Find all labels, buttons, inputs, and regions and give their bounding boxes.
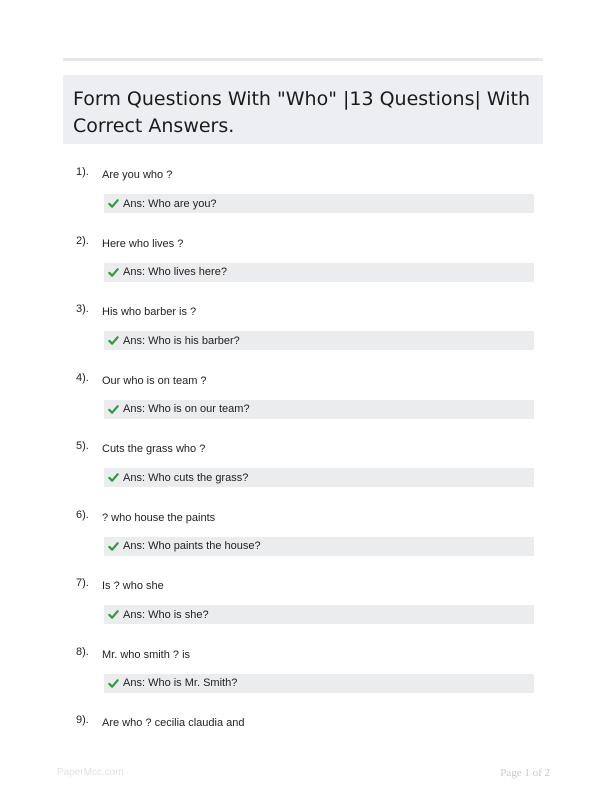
answer-box	[104, 537, 534, 556]
checkmark-icon	[108, 541, 119, 552]
answer-text: Ans: Who is she?	[123, 608, 209, 621]
question-number: 7).	[76, 577, 89, 589]
checkmark-icon	[108, 404, 119, 415]
answer-box	[104, 468, 534, 487]
question-list	[63, 166, 543, 783]
question-text: Here who lives ?	[102, 237, 184, 250]
checkmark-icon	[108, 267, 119, 278]
checkmark-icon	[108, 678, 119, 689]
question-number: 4).	[76, 371, 89, 384]
question-item	[63, 235, 543, 304]
question-text: Are who ? cecilia claudia and	[102, 717, 245, 729]
answer-text: Ans: Who cuts the grass?	[123, 471, 249, 484]
question-text: Are you who ?	[102, 169, 173, 181]
question-number: 8).	[76, 645, 89, 658]
answer-text: Ans: Who paints the house?	[123, 540, 261, 552]
answer-text: Ans: Who lives here?	[123, 266, 227, 278]
answer-box	[104, 674, 534, 693]
checkmark-icon	[108, 472, 119, 483]
question-item	[63, 372, 543, 441]
title-box	[63, 75, 543, 144]
question-number: 2).	[76, 234, 89, 247]
checkmark-icon	[108, 609, 119, 620]
answer-text: Ans: Who is Mr. Smith?	[123, 677, 238, 689]
question-number: 3).	[76, 303, 89, 315]
question-number: 5).	[76, 440, 89, 452]
answer-text: Ans: Who is on our team?	[123, 403, 250, 415]
answer-box	[104, 194, 534, 213]
footer-site: PaperMcc.com	[57, 767, 124, 778]
question-text: Our who is on team ?	[102, 374, 207, 387]
question-item	[63, 166, 543, 235]
question-item	[63, 714, 543, 783]
question-text: Cuts the grass who ?	[102, 443, 206, 455]
answer-box	[104, 331, 534, 350]
checkmark-icon	[108, 335, 119, 346]
question-text: Mr. who smith ? is	[102, 648, 191, 661]
answer-box	[104, 605, 534, 624]
question-text: Is ? who she	[102, 580, 164, 592]
answer-text: Ans: Who are you?	[123, 197, 217, 210]
answer-box	[104, 263, 534, 282]
question-item	[63, 646, 543, 715]
answer-box	[104, 400, 534, 419]
question-item	[63, 440, 543, 509]
footer-page-number: Page 1 of 2	[500, 767, 550, 779]
question-text: ? who house the paints	[102, 511, 216, 524]
top-divider	[63, 58, 543, 61]
question-item	[63, 509, 543, 578]
question-item	[63, 303, 543, 372]
question-text: His who barber is ?	[102, 306, 197, 318]
question-number: 1).	[76, 166, 89, 178]
page-title: Form Questions With "Who" |13 Questions| With Correct Answers.	[73, 88, 531, 137]
checkmark-icon	[108, 198, 119, 209]
question-number: 9).	[76, 714, 89, 726]
question-number: 6).	[76, 508, 89, 521]
answer-text: Ans: Who is his barber?	[123, 334, 240, 347]
question-item	[63, 577, 543, 646]
